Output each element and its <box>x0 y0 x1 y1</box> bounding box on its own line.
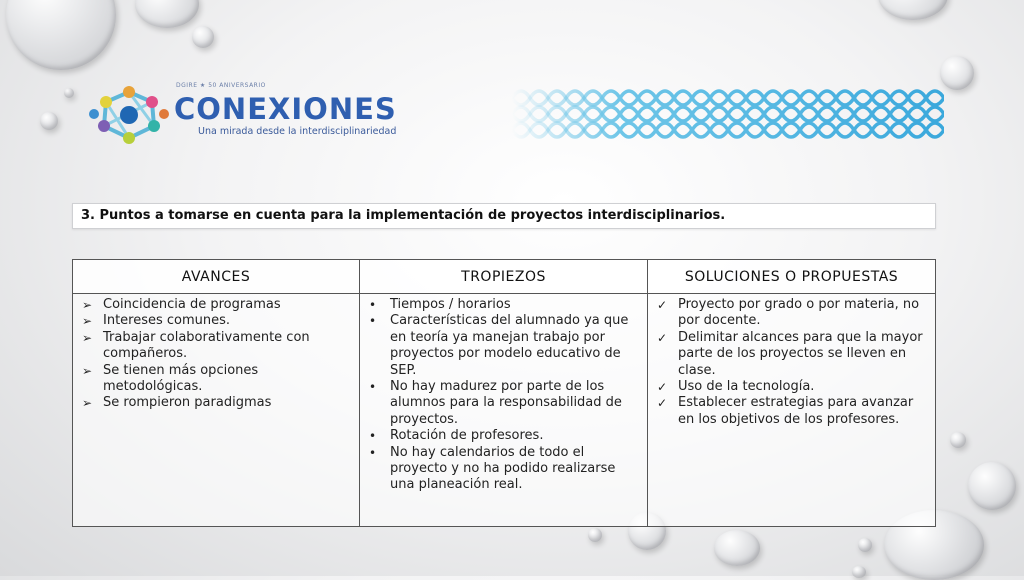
water-drop-decoration <box>135 0 199 28</box>
list-item <box>366 313 641 379</box>
list-item-text: Coincidencia de programas <box>103 297 281 312</box>
list-item <box>654 379 929 395</box>
arrow-bullet-icon: ➢ <box>82 330 93 345</box>
checkmark-bullet-icon: ✓ <box>657 396 668 411</box>
water-drop-decoration <box>64 88 74 98</box>
header-tropiezos: TROPIEZOS <box>360 260 648 294</box>
header-soluciones: SOLUCIONES O PROPUESTAS <box>648 260 936 294</box>
list-item <box>79 297 353 313</box>
list-item <box>79 395 353 411</box>
arrow-bullet-icon: ➢ <box>82 396 93 411</box>
section-title-bar <box>72 203 936 229</box>
avances-cell <box>73 294 360 527</box>
table-row <box>73 294 936 527</box>
list-item <box>654 330 929 379</box>
network-logo-icon <box>88 84 170 144</box>
soluciones-cell <box>648 294 936 527</box>
water-drop-decoration <box>968 462 1016 510</box>
list-item-text: Se tienen más opciones metodológicas. <box>103 362 259 395</box>
water-drop-decoration <box>192 26 214 48</box>
water-drop-decoration <box>940 56 974 90</box>
checkmark-bullet-icon: ✓ <box>657 380 668 395</box>
water-drop-decoration <box>858 538 872 552</box>
dot-bullet-icon: • <box>369 314 377 329</box>
arrow-bullet-icon: ➢ <box>82 298 93 312</box>
list-item-text: Se rompieron paradigmas <box>103 395 272 411</box>
list-item-text: Proyecto por grado o por materia, no por docente. <box>678 297 920 329</box>
table-header-row <box>73 260 936 294</box>
water-drop-decoration <box>40 112 58 130</box>
logo-title: CONEXIONES <box>174 92 397 126</box>
logo-subtitle: Una mirada desde la interdisciplinariedad <box>198 126 397 137</box>
list-item <box>79 313 353 329</box>
list-item-text: Características del alumnado ya que en teoría ya manejan trabajo por proyectos por modelo educativo de SEP. <box>390 313 629 378</box>
list-item <box>654 297 929 330</box>
tropiezos-cell <box>360 294 648 527</box>
dot-bullet-icon: • <box>369 298 377 312</box>
water-drop-decoration <box>950 432 966 448</box>
chain-pattern-banner <box>512 84 944 144</box>
avances-list <box>79 297 353 412</box>
dot-bullet-icon: • <box>369 445 377 460</box>
arrow-bullet-icon: ➢ <box>82 363 93 378</box>
list-item <box>366 445 641 494</box>
water-drop-decoration <box>852 566 866 578</box>
section-title: 3. Puntos a tomarse en cuenta para la implementación de proyectos interdisciplinarios. <box>81 208 726 223</box>
list-item-text: Tiempos / horarios <box>390 297 511 312</box>
list-item-text: Delimitar alcances para que la mayor parte de los proyectos se lleven en clase. <box>678 329 923 378</box>
list-item <box>79 363 353 396</box>
conexiones-logo <box>88 80 408 148</box>
water-drop-decoration <box>878 0 948 20</box>
water-drop-decoration <box>714 530 760 566</box>
dot-bullet-icon: • <box>369 429 377 444</box>
checkmark-bullet-icon: ✓ <box>657 330 668 345</box>
water-drop-decoration <box>588 528 602 542</box>
logo-anniversary-text: DGIRE ★ 50 ANIVERSARIO <box>176 82 266 89</box>
list-item-text: Trabajar colaborativamente con compañeros. <box>103 329 310 362</box>
list-item-text: Rotación de profesores. <box>390 428 544 444</box>
list-item-text: No hay calendarios de todo el proyecto y no ha podido realizarse una planeación real. <box>390 444 616 493</box>
header-avances: AVANCES <box>73 260 360 294</box>
dot-bullet-icon: • <box>369 380 377 395</box>
arrow-bullet-icon: ➢ <box>82 314 93 329</box>
list-item <box>654 395 929 428</box>
list-item-text: No hay madurez por parte de los alumnos para la responsabilidad de proyectos. <box>390 379 622 427</box>
list-item <box>366 297 641 313</box>
tropiezos-list <box>366 297 641 494</box>
checkmark-bullet-icon: ✓ <box>657 298 668 312</box>
soluciones-list <box>654 297 929 428</box>
list-item-text: Intereses comunes. <box>103 313 231 329</box>
list-item <box>79 330 353 363</box>
water-drop-decoration <box>6 0 116 70</box>
list-item <box>366 379 641 428</box>
list-item-text: Uso de la tecnología. <box>678 379 815 395</box>
list-item-text: Establecer estrategias para avanzar en los objetivos de los profesores. <box>678 395 914 427</box>
comparison-table <box>72 259 936 527</box>
list-item <box>366 428 641 444</box>
